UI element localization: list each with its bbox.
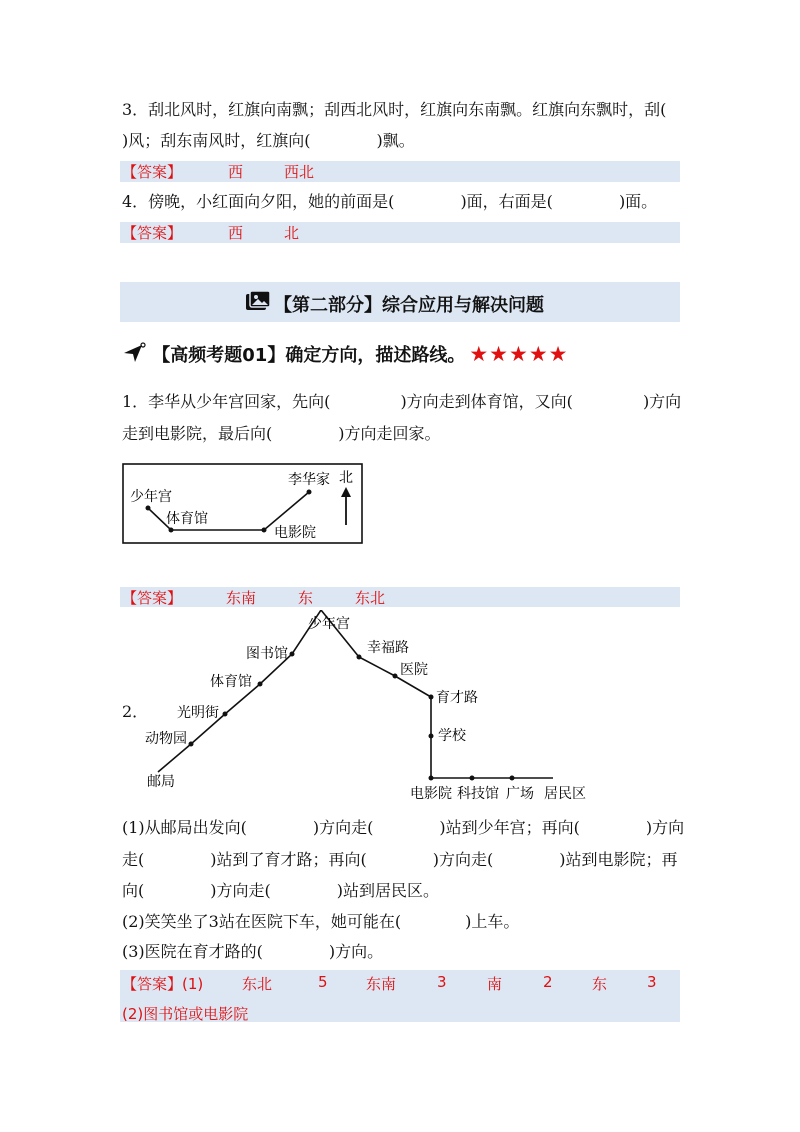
answer-value: 东 (592, 975, 608, 993)
p2-line1: (1)从邮局出发向( )方向走( )站到少年宫；再向( )方向 (122, 818, 685, 837)
answer-value: 北 (284, 224, 300, 242)
p1-line2: 走到电影院，最后向( )方向走回家。 (122, 424, 441, 443)
p1-line1: 1．李华从少年宫回家，先向( )方向走到体育馆，又向( )方向 (122, 392, 682, 411)
label-gym: 体育馆 (210, 674, 252, 690)
answer-tag: 【答案】 (122, 589, 183, 607)
answer-value: 西北 (284, 163, 315, 181)
answer-bar-p1 (120, 587, 680, 607)
p2-q3: (3)医院在育才路的( )方向。 (122, 942, 384, 961)
label-hospital: 医院 (400, 662, 428, 678)
label-square: 广场 (506, 786, 534, 802)
answer-value: 3 (647, 973, 657, 991)
label-science: 科技馆 (457, 786, 499, 802)
label-guangming: 光明街 (177, 705, 219, 721)
answer-value: 东 (298, 589, 314, 607)
section-header (120, 282, 680, 322)
answer-value: 西 (228, 163, 244, 181)
p2-number: 2． (122, 702, 149, 721)
answer-value: 东北 (242, 975, 273, 993)
q3-line2: )风；刮东南风时，红旗向( )飘。 (122, 131, 415, 150)
answer-value: 南 (487, 975, 503, 993)
q3-line1: 3．刮北风时，红旗向南飘；刮西北风时，红旗向东南飘。红旗向东飘时，刮( (122, 100, 667, 119)
answer-bar-q4 (120, 222, 680, 243)
label-north: 北 (339, 470, 353, 486)
answer-bar-q3 (120, 161, 680, 182)
answer-value: 2 (543, 973, 553, 991)
label-palace: 少年宫 (130, 489, 172, 505)
answer-value: 3 (437, 973, 447, 991)
answer-tag: 【答案】 (122, 163, 183, 181)
answer-tag: 【答案】(1) (122, 975, 204, 993)
answer-value: 西 (228, 224, 244, 242)
p2-q2: (2)笑笑坐了3站在医院下车，她可能在( )上车。 (122, 912, 520, 931)
answer-tag: 【答案】 (122, 224, 183, 242)
label-school: 学校 (438, 728, 466, 744)
label-cinema: 电影院 (274, 525, 316, 541)
label-residential: 居民区 (544, 786, 586, 802)
p2-line2: 走( )站到了育才路；再向( )方向走( )站到电影院；再 (122, 850, 678, 869)
label-zoo: 动物园 (145, 731, 187, 747)
label-home: 李华家 (288, 472, 330, 488)
topic-heading (122, 342, 568, 368)
topic-title: 【高频考题01】确定方向，描述路线。 (152, 345, 466, 366)
label-gym: 体育馆 (166, 511, 208, 527)
label-cinema: 电影院 (410, 786, 452, 802)
difficulty-stars: ★★★★★ (469, 342, 569, 366)
label-yucai: 育才路 (436, 690, 478, 706)
answer-value: 东南 (366, 975, 397, 993)
route-map-2 (140, 610, 620, 810)
image-icon (246, 291, 272, 313)
label-palace: 少年宫 (308, 616, 350, 632)
label-post: 邮局 (147, 774, 175, 790)
answer-value: 东北 (355, 589, 386, 607)
answer-value: 东南 (226, 589, 257, 607)
p2-line3: 向( )方向走( )站到居民区。 (122, 881, 439, 900)
section-title: 【第二部分】综合应用与解决问题 (274, 295, 544, 316)
label-xingfu: 幸福路 (367, 640, 409, 656)
label-library: 图书馆 (246, 646, 288, 662)
route-map-1 (122, 463, 364, 545)
answer-value: 5 (318, 973, 328, 991)
send-arrow-icon (122, 342, 146, 364)
q4-line: 4．傍晚，小红面向夕阳，她的前面是( )面，右面是( )面。 (122, 192, 658, 211)
answer-bar-p2 (120, 970, 680, 1022)
answer-line2: (2)图书馆或电影院 (122, 1005, 249, 1023)
